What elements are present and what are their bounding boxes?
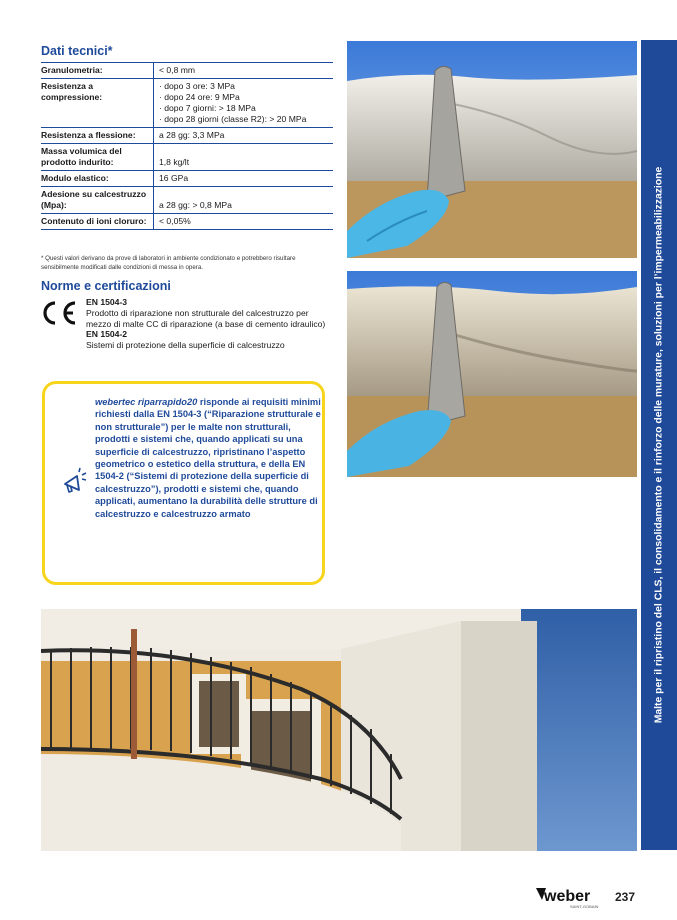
chapter-title: Malte per il ripristino del CLS, il consolidamento e il rinforzo delle murature, soluzioni per l’impermeabilizzazione bbox=[653, 166, 665, 724]
tech-footnote: * Questi valori derivano da prove di laboratori in ambiente condizionato e potrebbero risultare sensibilmente modificati dalle condizioni di messa in opera. bbox=[41, 255, 296, 271]
row-label: Contenuto di ioni cloruro: bbox=[41, 214, 154, 230]
compliance-callout bbox=[42, 381, 325, 585]
callout-part: risponde ai requisiti minimi richiesti dalla bbox=[95, 397, 321, 420]
page-number: 237 bbox=[615, 890, 636, 904]
norm-description: Sistemi di protezione della superficie di calcestruzzo bbox=[86, 340, 285, 351]
row-value: 1,8 kg/lt bbox=[154, 144, 334, 171]
photo-building-facade bbox=[41, 609, 637, 851]
row-value: < 0,8 mm bbox=[154, 63, 334, 79]
row-value: 16 GPa bbox=[154, 171, 334, 187]
photo-mortar-application-1 bbox=[347, 41, 637, 258]
row-label: Resistenza a flessione: bbox=[41, 128, 154, 144]
norm-code: EN 1504-3 bbox=[86, 297, 128, 307]
table-row bbox=[41, 79, 333, 128]
svg-text:SAINT-GOBAIN: SAINT-GOBAIN bbox=[570, 904, 599, 909]
row-label: Granulometria: bbox=[41, 63, 154, 79]
norms-list bbox=[86, 297, 336, 351]
product-name: webertec riparrapido20 bbox=[95, 397, 198, 407]
table-row bbox=[41, 171, 333, 187]
weber-logo bbox=[534, 884, 606, 910]
table-row bbox=[41, 63, 333, 79]
table-row bbox=[41, 128, 333, 144]
megaphone-icon bbox=[59, 466, 87, 496]
row-label: Modulo elastico: bbox=[41, 171, 154, 187]
tech-data-table bbox=[41, 62, 333, 230]
ce-mark-icon bbox=[40, 298, 78, 328]
callout-text bbox=[95, 396, 321, 520]
photo-mortar-application-2 bbox=[347, 271, 637, 477]
svg-text:weber: weber bbox=[544, 888, 591, 905]
norm-description: Prodotto di riparazione non strutturale del calcestruzzo per mezzo di malte CC di riparazione (a base di cemento idraulico) bbox=[86, 307, 326, 329]
table-row bbox=[41, 144, 333, 171]
list-item: · dopo 28 giorni (classe R2): > 20 MPa bbox=[159, 114, 333, 125]
row-label: Adesione su calcestruzzo (Mpa): bbox=[41, 187, 154, 214]
list-item: · dopo 3 ore: 3 MPa bbox=[159, 81, 333, 92]
list-item: · dopo 24 ore: 9 MPa bbox=[159, 92, 333, 103]
callout-part: EN 1504-3 (“Riparazione strutturale e non strutturale”) per le malte non strutturali, prodotti e sistemi che, quando applicati su una superficie di calcestruzzo, ripristinano l’aspetto geometrico o estetico della struttura, e della bbox=[95, 409, 321, 470]
table-row bbox=[41, 187, 333, 214]
row-label: Resistenza a compressione: bbox=[41, 79, 154, 128]
callout-part: EN 1504-2 (“Sistemi di protezione della superficie di calcestruzzo”), prodotti e sistemi che, quando applicati, aumentano la durabilità delle strutture di calcestruzzo e calcestruzzo armato bbox=[95, 459, 318, 519]
norm-code: EN 1504-2 bbox=[86, 329, 128, 340]
chapter-side-band bbox=[641, 40, 677, 850]
tech-data-heading: Dati tecnici* bbox=[41, 44, 113, 58]
row-value bbox=[154, 79, 334, 128]
list-item: · dopo 7 giorni: > 18 MPa bbox=[159, 103, 333, 114]
norms-heading: Norme e certificazioni bbox=[41, 279, 171, 293]
row-value: a 28 gg: 3,3 MPa bbox=[154, 128, 334, 144]
row-value: a 28 gg: > 0,8 MPa bbox=[154, 187, 334, 214]
row-label: Massa volumica del prodotto indurito: bbox=[41, 144, 154, 171]
table-row bbox=[41, 214, 333, 230]
row-value: < 0,05% bbox=[154, 214, 334, 230]
